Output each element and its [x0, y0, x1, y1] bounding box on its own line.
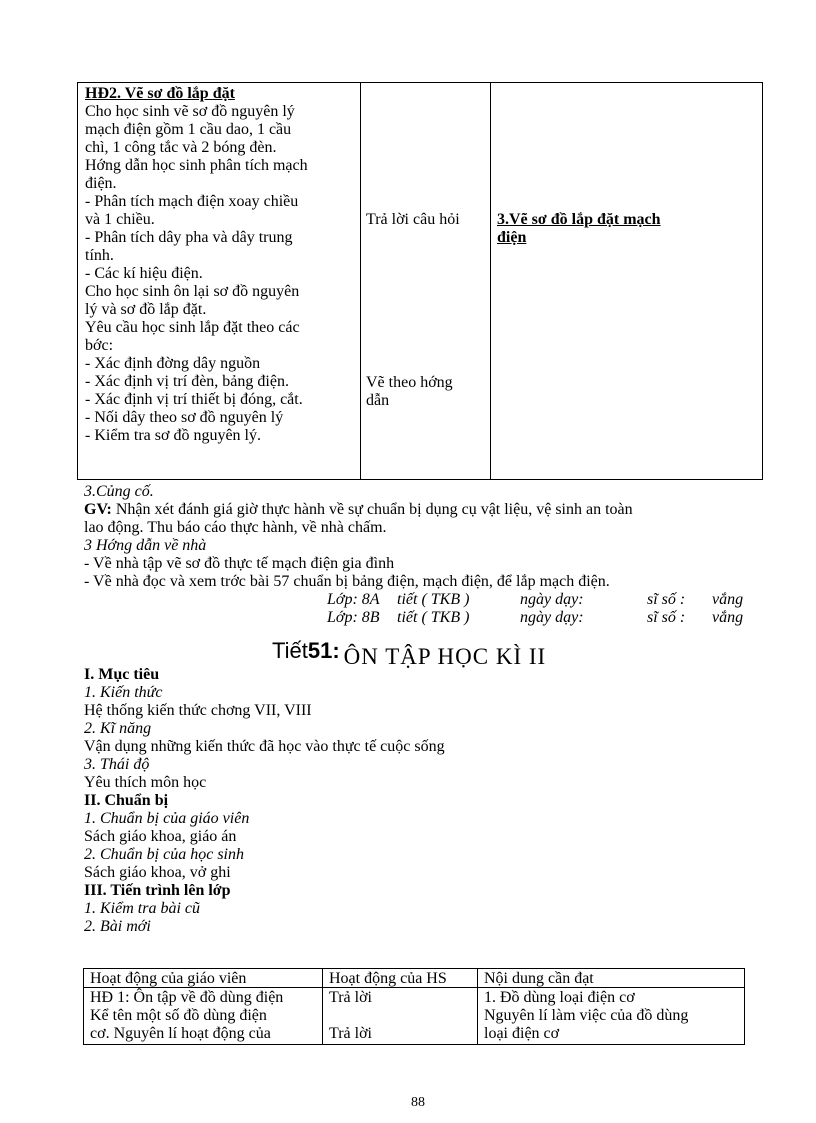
consolidation-title: 3.Củng cố.: [84, 483, 154, 500]
table-cell: [323, 988, 478, 1045]
class-schedule: [0, 591, 816, 627]
class-absent: vắng: [712, 609, 744, 626]
content-heading: 3.Vẽ sơ đồ lắp đặt mạch: [497, 211, 661, 228]
class-date: ngày dạy:: [520, 609, 584, 626]
table-cell: [84, 988, 323, 1045]
homework-title: 3 Hớng dẫn về nhà: [84, 537, 207, 554]
student-answer: Trả lời câu hỏi: [366, 211, 460, 228]
body-text: Vận dụng những kiến thức đã học vào thực tế cuộc sống: [84, 738, 445, 755]
activity-table: [77, 82, 764, 480]
student-draw-line: dẫn: [366, 392, 390, 409]
header-student: Hoạt động của HS: [329, 970, 447, 987]
activity-heading: HĐ2. Vẽ sơ đồ lắp đặt: [85, 85, 235, 102]
table-cell: [478, 988, 745, 1045]
cell-line: [329, 1007, 372, 1025]
body-text: Hệ thống kiến thức chơng VII, VIII: [84, 702, 312, 719]
class-label: Lớp: 8B: [327, 609, 380, 626]
header-teacher: Hoạt động của giáo viên: [90, 970, 247, 987]
cell-line: Nguyên lí làm việc của đồ dùng: [484, 1007, 689, 1024]
body-text: Yêu thích môn học: [84, 774, 207, 791]
subsection-heading: 2. Bài mới: [84, 918, 151, 935]
body-text: Sách giáo khoa, giáo án: [84, 828, 237, 845]
activity-line: Cho học sinh vẽ sơ đồ nguyên lý: [85, 103, 295, 120]
class-attendance: sĩ số :: [647, 591, 686, 608]
class-period: tiết ( TKB ): [397, 591, 470, 608]
class-period: tiết ( TKB ): [397, 609, 470, 626]
student-draw-line: Vẽ theo hớng: [366, 374, 453, 391]
lesson-name: ÔN TẬP HỌC KÌ II: [343, 644, 547, 669]
subsection-heading: 3. Thái độ: [84, 756, 150, 773]
cell-line: HĐ 1: Ôn tập về đồ dùng điện: [90, 989, 284, 1006]
table-header: [323, 969, 478, 988]
activity-line: bớc:: [85, 337, 114, 354]
activity-line: và 1 chiều.: [85, 211, 155, 228]
section-heading: III. Tiến trình lên lớp: [84, 882, 231, 899]
cell-line: Trả lời: [329, 1025, 372, 1042]
subsection-heading: 1. Chuẩn bị của giáo viên: [84, 810, 250, 827]
table-header: [84, 969, 323, 988]
activity-line: Yêu cầu học sinh lắp đặt theo các: [85, 319, 300, 336]
activity-line: Hớng dẫn học sinh phân tích mạch: [85, 157, 308, 174]
activity-line: tính.: [85, 247, 114, 264]
cell-line: 1. Đồ dùng loại điện cơ: [484, 989, 635, 1006]
activity-line: Cho học sinh ôn lại sơ đồ nguyên: [85, 283, 300, 300]
lesson-title: [272, 638, 547, 669]
activity-line: - Kiểm tra sơ đồ nguyên lý.: [85, 427, 261, 444]
review-table: [83, 968, 745, 1045]
class-attendance: sĩ số :: [647, 609, 686, 626]
activity-line: chì, 1 công tắc và 2 bóng đèn.: [85, 139, 277, 156]
activity-line: - Nối dây theo sơ đồ nguyên lý: [85, 409, 284, 426]
cell-line: loại điện cơ: [484, 1025, 560, 1042]
subsection-heading: 1. Kiến thức: [84, 684, 163, 701]
class-date: ngày dạy:: [520, 591, 584, 608]
table-header: [478, 969, 745, 988]
student-activity-cell: [359, 82, 491, 480]
lesson-body: [84, 666, 445, 936]
lesson-period-label: Tiết: [272, 638, 308, 663]
activity-line: - Các kí hiệu điện.: [85, 265, 203, 282]
cell-line: cơ. Nguyên lí hoạt động của: [90, 1025, 271, 1042]
content-heading: điện: [497, 229, 527, 246]
subsection-heading: 1. Kiểm tra bài cũ: [84, 900, 200, 917]
homework-item: - Về nhà tập vẽ sơ đồ thực tế mạch điện gia đình: [84, 555, 395, 572]
consolidation-section: [84, 483, 633, 591]
subsection-heading: 2. Chuẩn bị của học sinh: [84, 846, 244, 863]
content-cell: [490, 82, 763, 480]
lesson-period-number: 51:: [307, 638, 340, 663]
gv-text: lao động. Thu báo cáo thực hành, về nhà chấm.: [84, 519, 387, 536]
gv-label: GV:: [84, 501, 112, 518]
activity-line: - Phân tích mạch điện xoay chiều: [85, 193, 299, 210]
activity-line: lý và sơ đồ lắp đặt.: [85, 301, 207, 318]
page-number: 88: [411, 1095, 425, 1110]
class-label: Lớp: 8A: [327, 591, 380, 608]
activity-line: điện.: [85, 175, 117, 192]
gv-text: Nhận xét đánh giá giờ thực hành về sự chuẩn bị dụng cụ vật liệu, vệ sinh an toàn: [111, 501, 633, 518]
activity-line: - Xác định vị trí đèn, bảng điện.: [85, 373, 289, 390]
activity-line: - Xác định vị trí thiết bị đóng, cắt.: [85, 391, 303, 408]
teacher-activity-cell: [77, 82, 361, 480]
activity-line: mạch điện gồm 1 cầu dao, 1 cầu: [85, 121, 292, 138]
activity-line: - Xác định đờng dây nguồn: [85, 355, 261, 372]
cell-line: Trả lời: [329, 989, 372, 1006]
section-heading: I. Mục tiêu: [84, 666, 160, 683]
activity-line: - Phân tích dây pha và dây trung: [85, 229, 293, 246]
section-heading: II. Chuẩn bị: [84, 792, 169, 809]
body-text: Sách giáo khoa, vở ghi: [84, 864, 231, 881]
homework-item: - Về nhà đọc và xem trớc bài 57 chuẩn bị bảng điện, mạch điện, để lắp mạch điện.: [84, 573, 610, 590]
class-absent: vắng: [712, 591, 744, 608]
header-content: Nội dung cần đạt: [484, 970, 594, 987]
subsection-heading: 2. Kĩ năng: [84, 720, 152, 737]
cell-line: Kể tên một số đồ dùng điện: [90, 1007, 267, 1024]
